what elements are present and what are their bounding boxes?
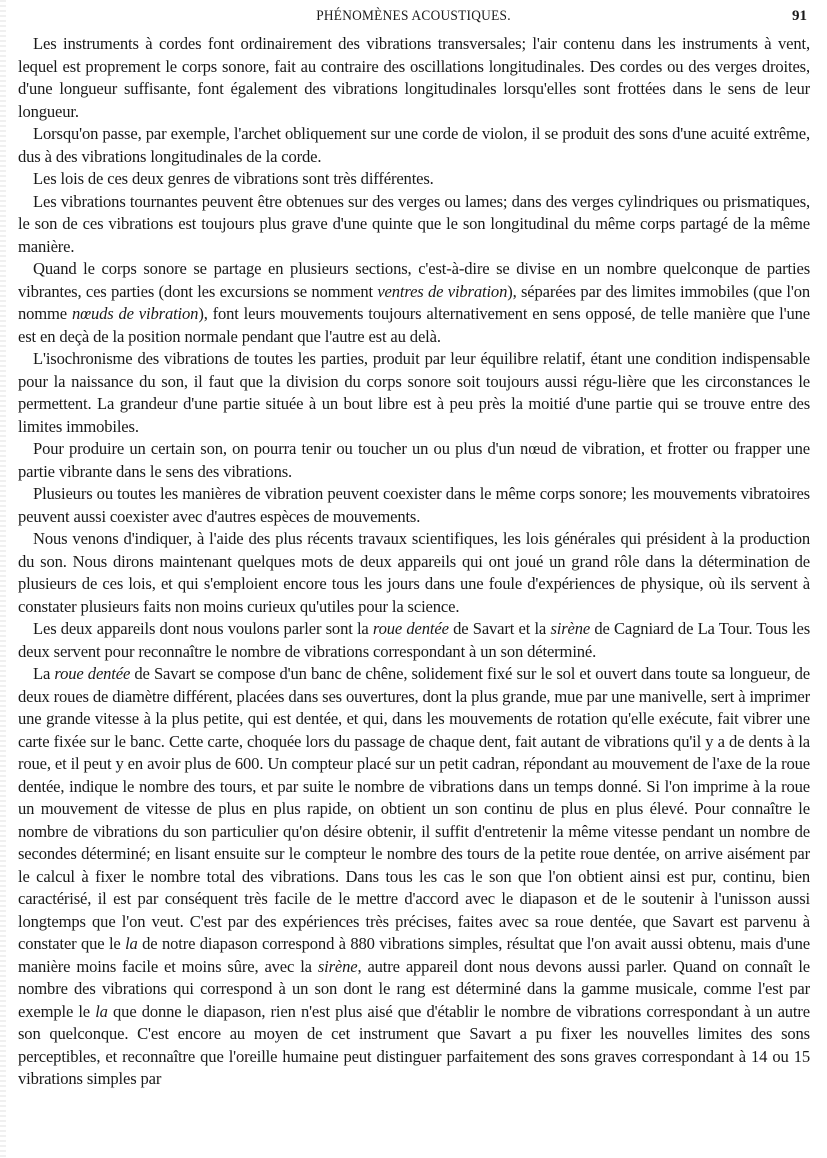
paragraph-text: de Savart se compose d'un banc de chêne, solidement fixé sur le sol et ouvert dans toute sa longueur, de deux roues de diamètre différent, placées dans ses ouvertures, dont la plus grande, mue par une manivelle, sert à imprimer une grande vitesse à la plus petite, qui est dentée, et qui, dans les mouvements de rotation qu'elle exécute, fait vibrer une carte fixée sur le banc. Cette carte, choquée lors du passage de chaque dent, fait autant de vibrations qu'il y a de dents à la roue, et il peut y en avoir plus de 600. Un compteur placé sur un petit cadran, répondant au mouvement de l'axe de la roue dentée, indique le nombre des tours, et par suite le nombre de vibrations dans un temps donné. Si l'on imprime à la roue un mouvement de vitesse de plus en plus rapide, on obtient un son continu de plus en plus élevé. Pour connaître le nombre de vibrations du son particulier qu'on désire obtenir, il suffit d'entretenir la même vitesse pendant un nombre de secondes déterminé; en lisant ensuite sur le compteur le nombre des tours de la petite roue dentée, on arrive aisément par le calcul à fixer le nombre total des vibrations. Dans tous les cas le son que l'on obtient ainsi est pur, continu, bien caractérisé, il est par conséquent très facile de le mettre d'accord avec le diapason et de le soutenir à l'unisson aussi longtemps que l'on veut. C'est par des expériences très précises, faites avec sa roue dentée, que Savart est parvenu à constater que le xyxy=(18,664,811,953)
body-text xyxy=(18,33,810,1091)
italic-term: nœuds de vibration xyxy=(71,304,199,323)
paragraph xyxy=(18,258,810,348)
paragraph-text: , autre appareil dont nous devons aussi parler. Quand on connaît le nombre des vibrations qui correspond à un son dont le rang est déterminé dans la gamme musicale, comme l'est par exemple le xyxy=(18,956,810,1021)
paragraph-text: ), séparées par des limites immobiles (que l'on nomme xyxy=(18,281,810,323)
paragraph-text: Lorsqu'on passe, par exemple, l'archet obliquement sur une corde de violon, il se produit des sons d'une acuité extrême, dus à des vibrations longitudinales de la corde. xyxy=(18,124,810,166)
italic-term: sirène xyxy=(317,956,358,976)
paragraph xyxy=(18,191,810,259)
paragraph-text: Les vibrations tournantes peuvent être obtenues sur des verges ou lames; dans des verges cylindriques ou prismatiques, le son de ces vibrations est toujours plus grave d'une quinte que le son longitudinal du même corps partagé de la même manière. xyxy=(18,191,810,256)
running-header xyxy=(0,6,827,28)
paragraph xyxy=(18,663,810,1091)
italic-term: la xyxy=(95,1001,108,1021)
paragraph-text: L'isochronisme des vibrations de toutes les parties, produit par leur équilibre relatif, étant une condition indispensable pour la naissance du son, il faut que la division du corps sonore soit toujours aussi régu-lière que les circonstances le permettent. La grandeur d'une partie située à un bout libre est à peu près la moitié d'une partie qui se trouve entre des limites immobiles. xyxy=(18,349,810,436)
paragraph-text: Les instruments à cordes font ordinairement des vibrations transversales; l'air contenu dans les instruments à vent, lequel est proprement le corps sonore, fait au contraire des oscillations longitudinales. Des cordes ou des verges droites, d'une longueur suffisante, font également des vibrations longitudinales lorsqu'elles sont frottées dans le sens de leur longueur. xyxy=(18,34,810,121)
paragraph-text: ), font leurs mouvements toujours alternativement en sens opposé, de telle manière que l'une est en deçà de la position normale pendant que l'autre est au delà. xyxy=(18,304,810,346)
paragraph xyxy=(18,168,810,191)
italic-term: sirène xyxy=(550,619,591,638)
paragraph-text: Les lois de ces deux genres de vibrations sont très différentes. xyxy=(33,169,434,188)
paragraph xyxy=(18,618,810,663)
paragraph xyxy=(18,483,810,528)
paragraph-text: Les deux appareils dont nous voulons parler sont la xyxy=(33,619,373,638)
italic-term: ventres de vibration xyxy=(377,281,508,301)
italic-term: roue dentée xyxy=(372,619,449,638)
paragraph-text: de Cagniard de La Tour. Tous les deux servent pour reconnaître le nombre de vibrations correspondant à un son déterminé. xyxy=(18,619,811,661)
paragraph-text: Pour produire un certain son, on pourra tenir ou toucher un ou plus d'un nœud de vibration, et frotter ou frapper une partie vibrante dans le sens des vibrations. xyxy=(18,439,810,481)
paragraph-text: Plusieurs ou toutes les manières de vibration peuvent coexister dans le même corps sonore; les mouvements vibratoires peuvent aussi coexister avec d'autres espèces de mouvements. xyxy=(18,484,810,526)
italic-term: roue dentée xyxy=(54,664,131,683)
running-title: PHÉNOMÈNES ACOUSTIQUES. xyxy=(316,8,511,24)
paragraph-text: Nous venons d'indiquer, à l'aide des plus récents travaux scientifiques, les lois générales qui président à la production du son. Nous dirons maintenant quelques mots de deux appareils qui ont joué un grand rôle dans la détermination de plusieurs de ces lois, et qui s'emploient encore tous les jours dans une foule d'expériences de physique, où ils servent à constater plusieurs faits non moins curieux qu'utiles pour la science. xyxy=(18,529,810,616)
paragraph xyxy=(18,33,810,123)
paragraph xyxy=(18,123,810,168)
paragraph xyxy=(18,528,810,618)
paragraph xyxy=(18,438,810,483)
paragraph-text: de notre diapason correspond à 880 vibrations simples, résultat que l'on avait aussi obtenu, mais d'une manière moins facile et moins sûre, avec la xyxy=(18,934,810,976)
paragraph-text: Quand le corps sonore se partage en plusieurs sections, c'est-à-dire se divise en un nombre quelconque de parties vibrantes, ces parties (dont les excursions se nomment xyxy=(18,259,810,301)
italic-term: la xyxy=(125,934,138,953)
page-number: 91 xyxy=(792,8,807,24)
paragraph xyxy=(18,348,810,438)
paragraph-text: de Savart et la xyxy=(448,619,551,638)
paragraph-text: que donne le diapason, rien n'est plus aisé que d'établir le nombre de vibrations correspondant à un autre son quelconque. C'est encore au moyen de cet instrument que Savart a pu fixer les nouvelles limites des sons perceptibles, et reconnaître que l'oreille humaine peut distinguer parfaitement des sons graves correspondant à 14 ou 15 vibrations simples par xyxy=(18,1001,810,1088)
page-edge xyxy=(0,0,6,1158)
paragraph-text: La xyxy=(33,664,55,683)
